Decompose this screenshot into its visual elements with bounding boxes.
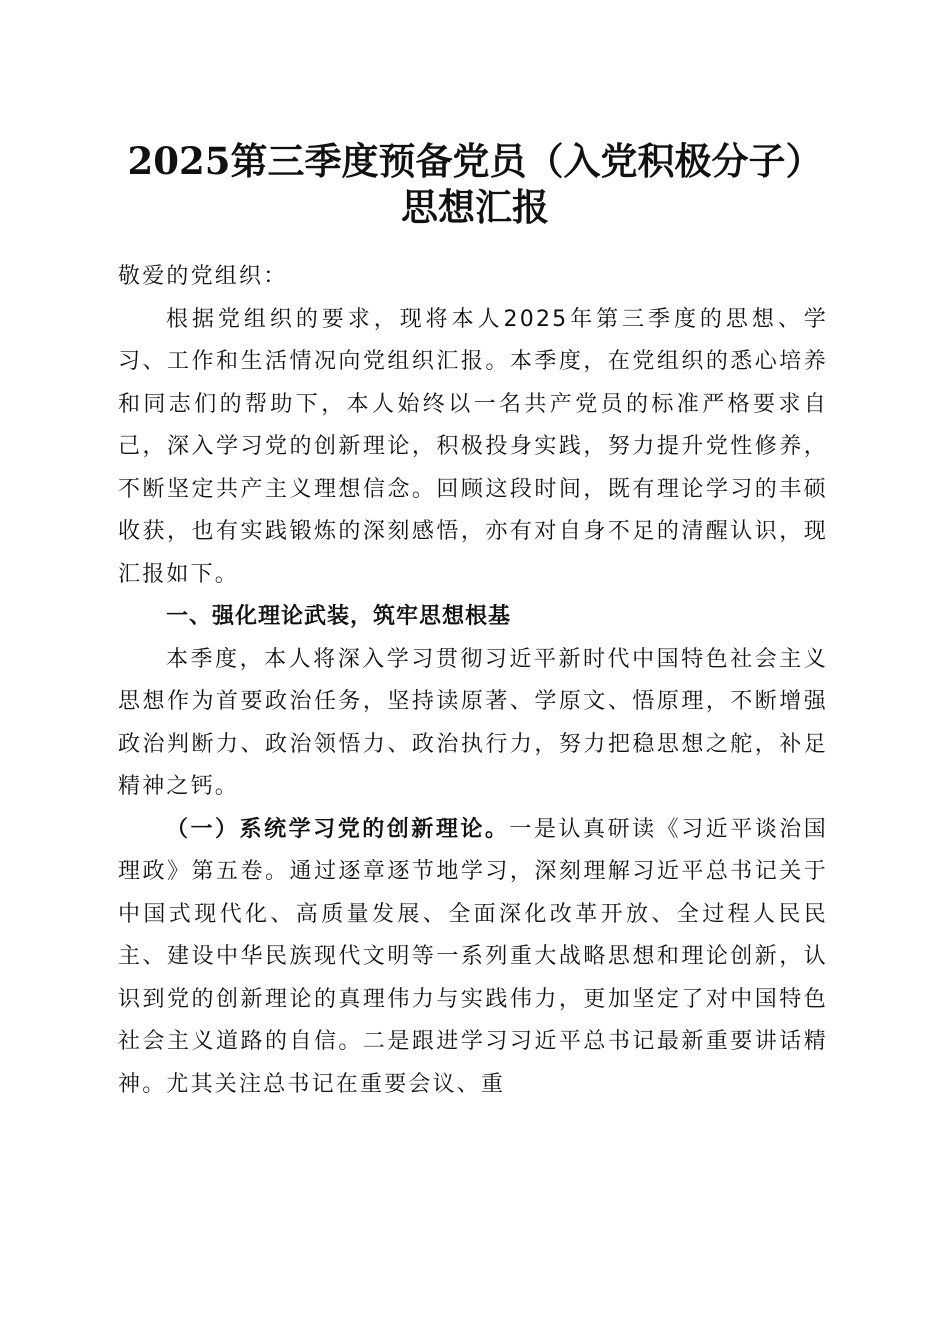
subsection-text: 一是认真研读《习近平谈治国理政》第五卷。通过逐章逐节地学习，深刻理解习近平总书记关于中国式现代化、高质量发展、全面深化改革开放、全过程人民民主、建设中华民族现代文明等一系列重大战略思想和理论创新，认识到党的创新理论的真理伟力与实践伟力，更加坚定了对中国特色社会主义道路的自信。二是跟进学习习近平总书记最新重要讲话精神。尤其关注总书记在重要会议、重 <box>118 816 828 1097</box>
subsection-paragraph <box>118 809 828 1107</box>
document-body <box>118 256 828 1106</box>
subsection-heading: （一）系统学习党的创新理论。 <box>166 816 510 842</box>
section-paragraph: 本季度，本人将深入学习贯彻习近平新时代中国特色社会主义思想作为首要政治任务，坚持读原著、学原文、悟原理，不断增强政治判断力、政治领悟力、政治执行力，努力把稳思想之舵，补足精神之钙。 <box>118 646 828 799</box>
document-title: 2025第三季度预备党员（入党积极分子）思想汇报 <box>127 139 823 229</box>
section-heading: 一、强化理论武装，筑牢思想根基 <box>166 604 512 629</box>
intro-paragraph: 根据党组织的要求，现将本人2025年第三季度的思想、学习、工作和生活情况向党组织汇报。本季度，在党组织的悉心培养和同志们的帮助下，本人始终以一名共产党员的标准严格要求自己，深入学习党的创新理论，积极投身实践，努力提升党性修养，不断坚定共产主义理想信念。回顾这段时间，既有理论学习的丰硕收获，也有实践锻炼的深刻感悟，亦有对自身不足的清醒认识，现汇报如下。 <box>118 306 828 587</box>
salutation: 敬爱的党组织： <box>118 264 288 289</box>
